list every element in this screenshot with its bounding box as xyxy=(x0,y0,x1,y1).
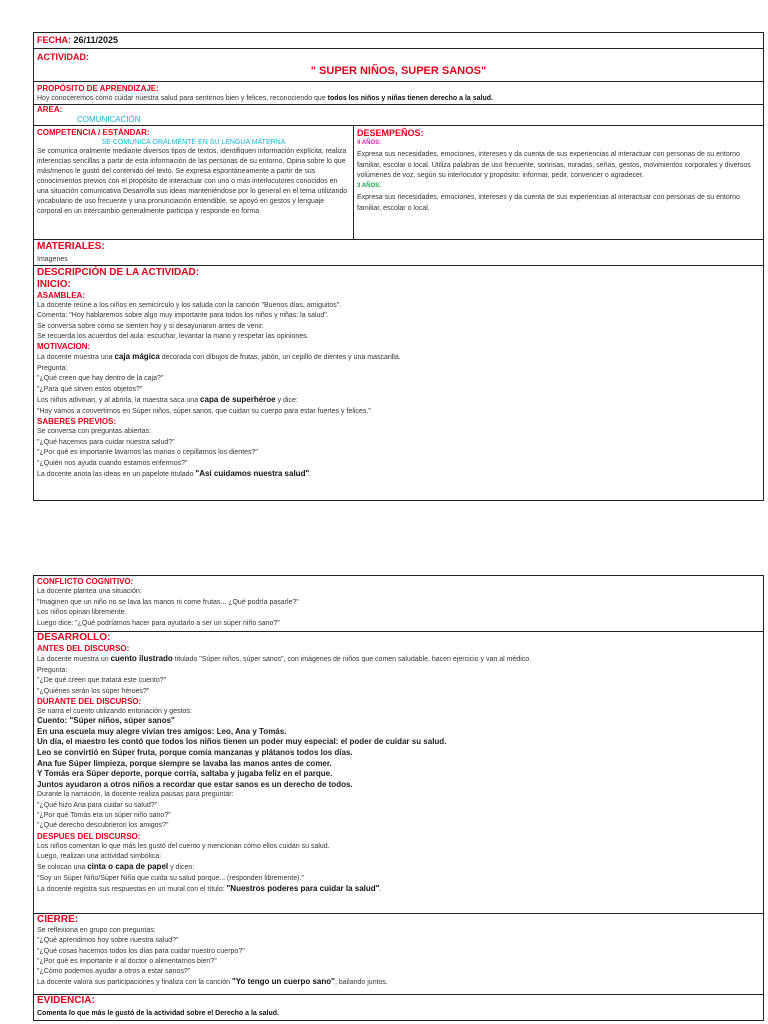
motivacion-line-caja xyxy=(37,352,760,364)
cierre-line: "¿Por qué es importante ir al doctor o alimentarnos bien?" xyxy=(37,957,217,965)
despues-text: y dicen: xyxy=(168,864,195,872)
actividad-label: ACTIVIDAD: xyxy=(37,52,89,62)
story-line: Ana fue Súper limpieza, porque siempre se lavaba las manos antes de comer. xyxy=(37,758,332,768)
despues-bold: cinta o capa de papel xyxy=(87,862,169,872)
saberes-lines xyxy=(37,427,760,481)
saberes-line: "¿Por qué es importante lavarnos las manos o cepillarnos los dientes?" xyxy=(37,449,258,457)
motivacion-text: Los niños adivinan, y al abrirla, la maestra saca una xyxy=(37,397,201,405)
desempenos-column xyxy=(354,126,763,239)
competencia-desempenos-row xyxy=(34,126,763,240)
asamblea-line: La docente reúne a los niños en semicírculo y los saluda con la canción "Buenos días, amiguitos". xyxy=(37,302,342,309)
area-value: COMUNICACIÓN xyxy=(77,115,141,124)
conflicto-line: Luego dice: "¿Qué podríamos hacer para ayudarlo a ser un súper niño sano?" xyxy=(37,619,280,627)
motivacion-bold: capa de superhéroe xyxy=(200,395,276,405)
despues-bold: "Nuestros poderes para cuidar la salud" xyxy=(226,883,380,893)
durante-line: Durante la narración, la docente realiza pausas para preguntar: xyxy=(37,791,234,799)
saberes-line: "¿Quién nos ayuda cuando estamos enfermos?" xyxy=(37,459,188,467)
conflicto-row xyxy=(34,576,763,632)
story-block xyxy=(37,716,760,790)
despues-label: DESPUES DEL DISCURSO: xyxy=(37,831,141,841)
fecha-label: FECHA: xyxy=(37,35,71,45)
despues-text: Se colocan una xyxy=(37,864,88,872)
cierre-line: "¿Qué cosas hacemos todos los días para cuidar nuestro cuerpo?" xyxy=(37,947,245,955)
antes-line: "¿Quiénes serán los súper héroes?" xyxy=(37,687,150,695)
despues-line-cinta xyxy=(37,862,760,873)
despues-lines xyxy=(37,842,760,895)
despues-line: "Soy un Súper Niño/Súper Niña que cuida su salud porque... (responden libremente)." xyxy=(37,874,304,882)
cierre-lines xyxy=(37,926,760,989)
motivacion-line-capa xyxy=(37,395,760,407)
actividad-title: " SUPER NIÑOS, SUPER SANOS" xyxy=(310,65,487,77)
antes-bold: cuento ilustrado xyxy=(110,654,173,663)
proposito-row xyxy=(34,82,763,105)
cierre-bold: "Yo tengo un cuerpo sano" xyxy=(231,977,335,987)
story-line: Leo se convirtió en Súper fruta, porque comía manzanas y plátanos todos los días. xyxy=(37,748,353,758)
conflicto-line: Los niños opinan libremente. xyxy=(37,609,127,616)
cierre-text: La docente valora sus participaciones y finaliza con la canción xyxy=(37,979,232,987)
durante-line: "¿Qué derecho descubrieron los amigos?" xyxy=(37,822,169,830)
saberes-label: SABERES PREVIOS: xyxy=(37,417,117,427)
lesson-plan-page-2 xyxy=(33,575,764,1021)
story-line: En una escuela muy alegre vivían tres amigos: Leo, Ana y Tomás. xyxy=(37,726,287,736)
conflicto-label: CONFLICTO COGNITIVO: xyxy=(37,577,134,586)
saberes-line-papelote xyxy=(37,469,760,481)
motivacion-text: y dice: xyxy=(275,397,298,405)
despues-text: . xyxy=(379,885,382,893)
saberes-text: . xyxy=(309,471,312,479)
saberes-text: La docente anota las ideas en un papelote titulado xyxy=(37,471,196,479)
evidencia-value: Comenta lo que más le gustó de la actividad sobre el Derecho a la salud. xyxy=(37,1010,279,1017)
inicio-label: INICIO: xyxy=(37,279,71,290)
motivacion-lines xyxy=(37,352,760,417)
motivacion-label: MOTIVACION: xyxy=(37,342,91,352)
antes-line: Pregunta: xyxy=(37,666,68,674)
descripcion-label: DESCRIPCIÓN DE LA ACTIVIDAD: xyxy=(37,267,200,278)
evidencia-row xyxy=(34,995,763,1018)
despues-line: Los niños comentan lo que más les gustó del cuento y mencionan cómo ellos cuidan su salud. xyxy=(37,842,330,850)
area-label: AREA: xyxy=(37,105,63,114)
age4-text: Expresa sus necesidades, emociones, intereses y da cuenta de sus experiencias al interactuar con personas de su entorno familiar, escolar o local. Utiliza palabras de uso frecuente, sonrisas, miradas, señas, gestos, movimientos corporales y diversos volúmenes de voz, según su interlocutor y propósito: informar, pedir, convencer o agradecer. xyxy=(357,151,751,180)
cierre-text: , bailando juntos. xyxy=(334,979,388,987)
antes-text: titulado "Súper niños, súper sanos", con imágenes de niños que comen saludable, hacen ejercicio y van al médico. xyxy=(172,656,532,663)
durante-lines xyxy=(37,790,760,831)
proposito-text-plain: Hoy conoceremos cómo cuidar nuestra salud para sentirnos bien y felices, reconociendo que xyxy=(37,95,328,102)
materiales-row xyxy=(34,240,763,266)
durante-line: "¿Por qué Tomás era un súper niño sano?" xyxy=(37,812,171,820)
desempenos-label: DESEMPEÑOS: xyxy=(357,128,424,138)
story-line: Juntos ayudaron a otros niños a recordar que estar sanos es un derecho de todos. xyxy=(37,779,353,789)
story-line: Y Tomás era Súper deporte, porque corría, saltaba y jugaba feliz en el parque. xyxy=(37,769,333,779)
fecha-row xyxy=(34,33,763,49)
proposito-label: PROPÓSITO DE APRENDIZAJE: xyxy=(37,84,159,93)
motivacion-line: "¿Para qué sirven estos objetos?" xyxy=(37,385,143,393)
antes-label: ANTES DEL DISCURSO: xyxy=(37,644,130,653)
competencia-label: COMPETENCIA / ESTÁNDAR: xyxy=(37,128,150,137)
cierre-row xyxy=(34,914,763,995)
cierre-line: "¿Qué aprendimos hoy sobre nuestra salud?" xyxy=(37,937,179,945)
antes-line-cuento xyxy=(37,654,760,666)
conflicto-lines xyxy=(37,587,760,629)
materiales-value: Imagenes xyxy=(37,256,68,263)
durante-line: "¿Qué hizo Ana para cuidar su salud?" xyxy=(37,801,158,809)
age4-label: 4 AÑOS: xyxy=(357,140,382,146)
cierre-line: "¿Cómo podemos ayudar a otros a estar sanos?" xyxy=(37,968,191,976)
desarrollo-row xyxy=(34,632,763,914)
age3-label: 3 AÑOS: xyxy=(357,183,382,190)
motivacion-text: decorada con dibujos de frutas, jabón, un cepillo de dientes y una mascarilla. xyxy=(159,354,401,362)
competencia-column xyxy=(34,126,354,239)
proposito-text-bold: todos los niños y niñas tienen derecho a la salud. xyxy=(327,95,493,102)
durante-label: DURANTE DEL DISCURSO: xyxy=(37,697,142,706)
antes-lines xyxy=(37,654,760,697)
fecha-value: 26/11/2025 xyxy=(73,35,119,45)
cuento-title: Cuento: "Súper niños, súper sanos" xyxy=(37,716,175,726)
saberes-line: Se conversa con preguntas abiertas: xyxy=(37,428,152,436)
motivacion-line: "Hoy vamos a convertirnos en Súper niños, súper sanos, que cuidan su cuerpo para estar fuertes y felices." xyxy=(37,407,371,415)
despues-line-mural xyxy=(37,884,760,895)
saberes-line: "¿Qué hacemos para cuidar nuestra salud?" xyxy=(37,438,175,446)
materiales-label: MATERIALES: xyxy=(37,241,105,252)
age3-text: Expresa sus necesidades, emociones, intereses y da cuenta de sus experiencias al interactuar con personas de su entorno familiar, escolar o local. xyxy=(357,194,740,212)
lesson-plan-page-1 xyxy=(33,32,764,501)
despues-text: La docente registra sus respuestas en un mural con el título: xyxy=(37,885,227,893)
durante-intro: Se narra el cuento utilizando entonación y gestos: xyxy=(37,708,192,715)
story-line: Un día, el maestro les contó que todos los niños tienen un poder muy especial: el poder de cuidar su salud. xyxy=(37,737,447,747)
area-row xyxy=(34,105,763,126)
descripcion-row xyxy=(34,266,763,481)
despues-line: Luego, realizan una actividad simbólica: xyxy=(37,852,162,860)
cierre-line-cancion xyxy=(37,977,760,988)
asamblea-lines xyxy=(37,301,760,342)
asamblea-label: ASAMBLEA: xyxy=(37,291,85,300)
asamblea-line: Se recuerda los acuerdos del aula: escuchar, levantar la mano y respetar las opiniones. xyxy=(37,332,309,340)
proposito-text xyxy=(37,94,760,103)
evidencia-label: EVIDENCIA: xyxy=(37,995,95,1006)
antes-line: "¿De qué creen que tratará este cuento?" xyxy=(37,677,167,684)
desarrollo-label: DESARROLLO: xyxy=(37,632,111,643)
cierre-line: Se reflexiona en grupo con preguntas: xyxy=(37,927,156,934)
competencia-text: Se comunica oralmente mediante diversos tipos de textos, identifiquen información explícita, realiza inferencias sencillas a partir de esta información de las personas de su entorno. Opina sobre lo que más/menos le gustó del contenido del texto. Se expresa espontáneamente a partir de sus conocimientos previos con el propósito de interactuar con uno o más interlocutores conocidos en una situación comunicativa Desarrolla sus ideas manteniéndose por lo general en el tema utilizando vocabulario de uso frecuente y una pronunciación entendible, se apoyó en gestos y lenguaje corporal en un intercambio generalmente participa y responde en forma xyxy=(37,148,348,216)
motivacion-text: La docente muestra una xyxy=(37,354,115,362)
motivacion-line: Pregunta: xyxy=(37,364,68,372)
asamblea-line: Comenta: "Hoy hablaremos sobre algo muy importante para todos los niños y niñas: la salud". xyxy=(37,312,329,320)
motivacion-line: "¿Qué creen que hay dentro de la caja?" xyxy=(37,375,164,383)
competencia-title: SE COMUNICA ORALMENTE EN SU LENGUA MATERNA xyxy=(101,139,286,146)
conflicto-line: "Imaginen que un niño no se lava las manos ni come frutas... ¿Qué podría pasarle?" xyxy=(37,598,299,606)
actividad-row xyxy=(34,49,763,82)
conflicto-line: La docente plantea una situación: xyxy=(37,588,142,595)
cierre-label: CIERRE: xyxy=(37,914,79,925)
asamblea-line: Se conversa sobre cómo se sienten hoy y si desayunaron antes de venir. xyxy=(37,322,264,330)
motivacion-bold: caja mágica xyxy=(114,352,160,362)
saberes-bold: "Así cuidamos nuestra salud" xyxy=(195,469,310,479)
antes-text: La docente muestra un xyxy=(37,656,111,663)
